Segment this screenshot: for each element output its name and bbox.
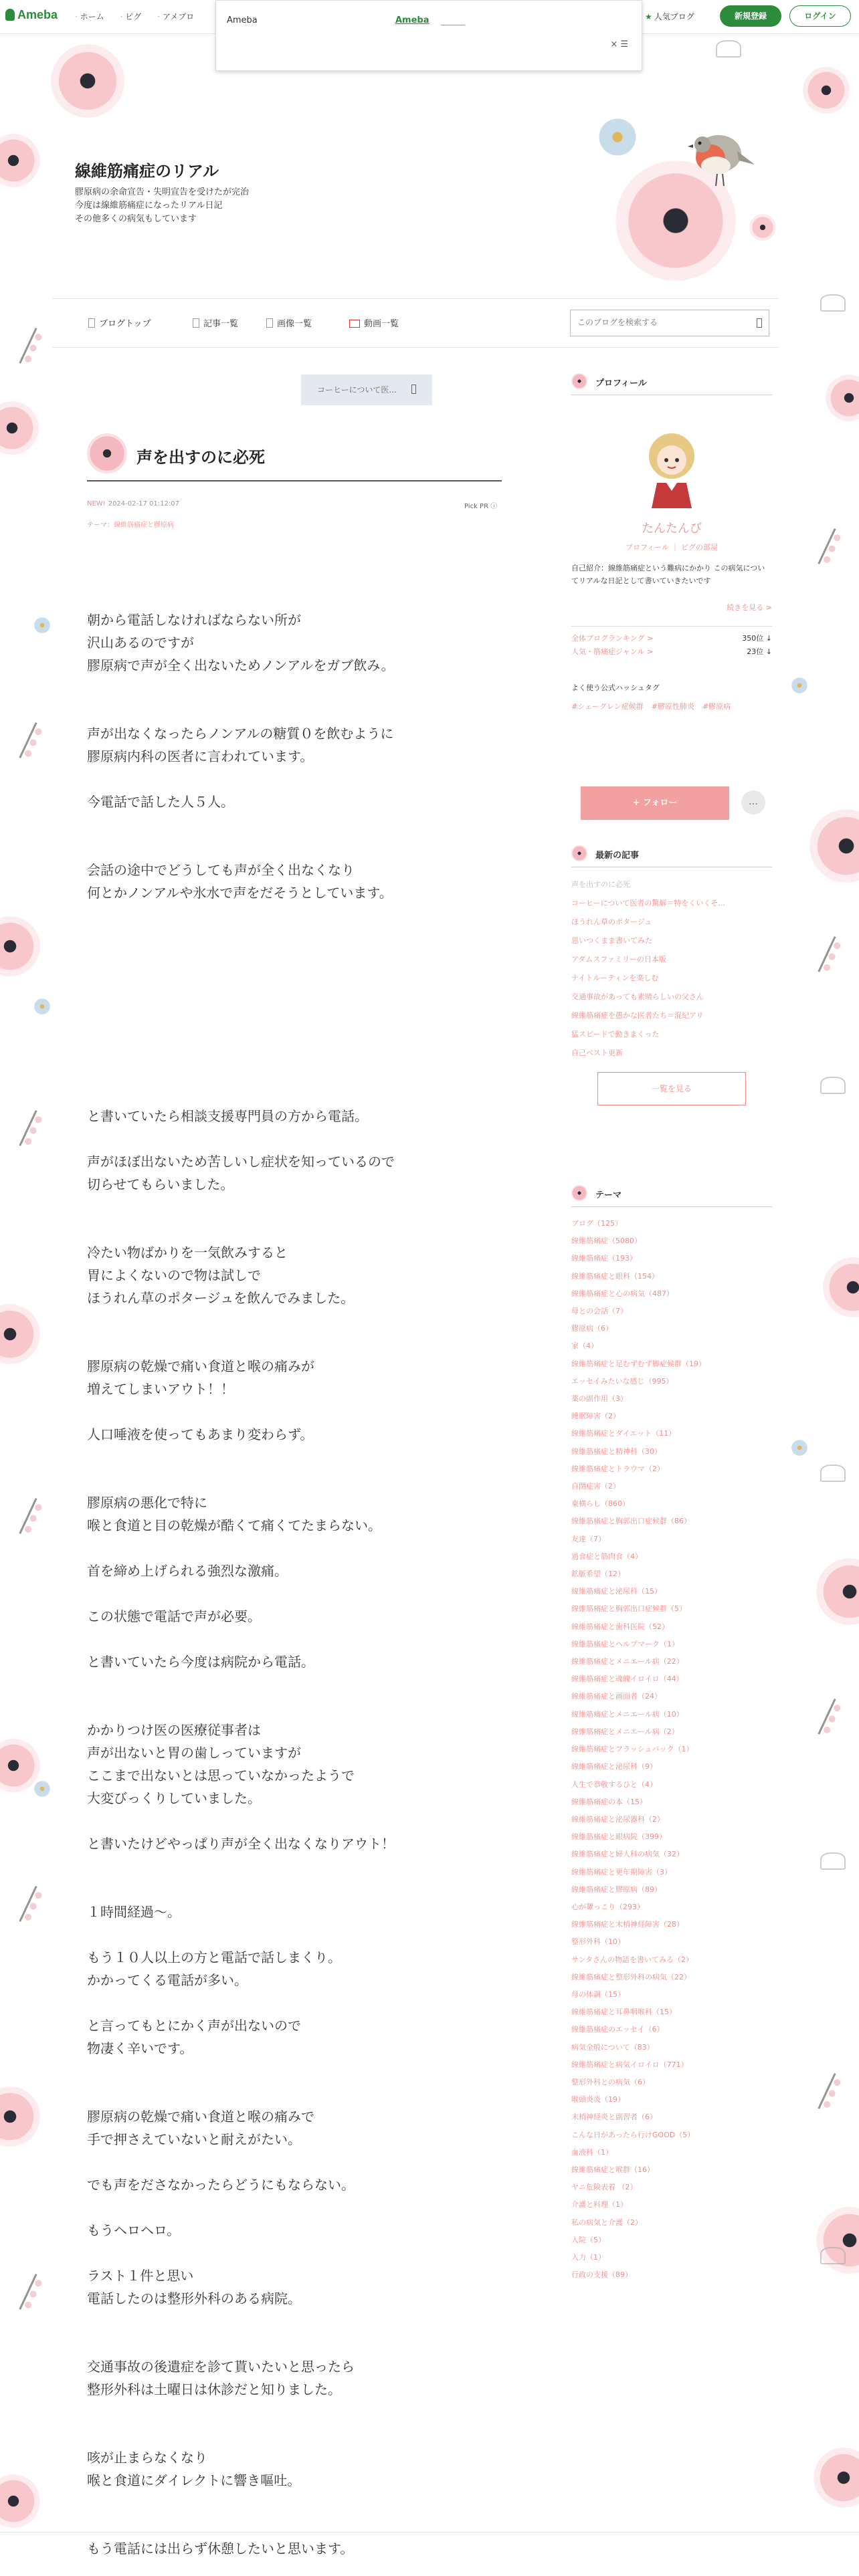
flower-icon: [0, 2474, 40, 2528]
theme-link[interactable]: 私の病気と介護（2）: [571, 2218, 642, 2227]
theme-link[interactable]: 線維筋痛症と画面者（24）: [571, 1692, 662, 1701]
hashtag-list: [571, 701, 731, 712]
theme-link[interactable]: 線維筋痛症とトラウマ（2）: [571, 1464, 664, 1473]
flower-icon: [571, 1185, 587, 1201]
theme-link[interactable]: サンタさんの物語を書いてみる（2）: [571, 1955, 694, 1964]
flower-icon: [32, 996, 52, 1016]
search-input[interactable]: [571, 310, 745, 334]
ranking-row[interactable]: [571, 632, 772, 645]
entry-paragraph: [87, 2196, 502, 2219]
profile-heading: [571, 373, 772, 395]
theme-link[interactable]: こんな日があったら行けGOOD（5）: [571, 2130, 695, 2139]
follow-button[interactable]: + フォロー: [581, 786, 729, 820]
sprig-icon: [19, 1498, 43, 1537]
entry-paragraph: 物凄く辛いです。: [87, 2040, 193, 2056]
entry-paragraph: [87, 2082, 502, 2105]
theme-link[interactable]: 友達（7）: [571, 1534, 605, 1543]
view-all-button[interactable]: 一覧を見る: [597, 1072, 746, 1105]
theme-link[interactable]: 線維筋痛症と魂魄イロイロ（44）: [571, 1675, 684, 1684]
flower-icon: [823, 1257, 859, 1317]
entry-paragraph: この状態で電話で声が必要。: [87, 1608, 261, 1624]
flower-icon: [0, 401, 39, 455]
flower-icon: [0, 916, 40, 976]
flower-icon: [594, 114, 641, 160]
theme-link[interactable]: 入力（1）: [571, 2252, 605, 2262]
more-options-icon[interactable]: …: [741, 790, 765, 815]
entry-paragraph: [87, 1878, 502, 1901]
bird-illustration: [677, 114, 757, 194]
theme-link[interactable]: 線維筋痛症と胸郭出口症候群（5）: [571, 1604, 686, 1614]
theme-link[interactable]: 線維筋痛症と病気イロイロ（771）: [571, 2060, 688, 2069]
flower-icon: [816, 1558, 859, 1625]
theme-link[interactable]: 線維筋痛症のエッセイ（6）: [571, 2025, 664, 2034]
entry-paragraph: [87, 1628, 502, 1650]
entry-paragraph: [87, 1469, 502, 1491]
entry-paragraph: 電話したのは整形外科のある病院。: [87, 2290, 301, 2306]
close-icon[interactable]: × ☰: [610, 39, 628, 49]
butterfly-icon: [820, 294, 846, 312]
entry-paragraph: [87, 2401, 502, 2424]
recent-entry-link[interactable]: 交通事故があっても素晴らしいの父さん: [571, 992, 704, 1001]
nav-image-list[interactable]: [266, 316, 312, 329]
divider: [87, 480, 502, 481]
sprig-icon: [818, 936, 842, 975]
logo-text: Ameba: [17, 8, 58, 21]
hashtag-link[interactable]: #膠原病: [702, 702, 731, 711]
theme-link[interactable]: 線維筋痛症とメニエール病（2）: [571, 1727, 679, 1736]
top-nav: [75, 11, 194, 22]
entry-paragraph: 膠原病で声が全く出ないためノンアルをガブ飲み。: [87, 657, 395, 673]
blog-description: [75, 186, 329, 226]
theme-link[interactable]: 膠原病（6）: [571, 1324, 613, 1333]
entry-paragraph: [87, 1218, 502, 1241]
butterfly-icon: [820, 2247, 846, 2264]
theme-link[interactable]: 母との会話（7）: [571, 1307, 628, 1316]
theme-link[interactable]: 線維筋痛症と末梢神経障害（28）: [571, 1920, 684, 1929]
entry-paragraph: [87, 700, 502, 722]
theme-link[interactable]: 線維筋痛症と喉群（16）: [571, 2165, 654, 2174]
flower-icon: [749, 214, 776, 241]
sprig-icon: [19, 1886, 43, 1925]
entry-paragraph: [87, 1992, 502, 2014]
nav-entry-list[interactable]: [193, 316, 238, 329]
blog-search: [570, 310, 769, 336]
entry-paragraph: [87, 2151, 502, 2173]
profile-links[interactable]: プロフィール ｜ ピグの部屋: [626, 543, 718, 552]
entry-body-part1: [87, 609, 502, 904]
entry-paragraph: 声が出なくなったらノンアルの糖質０を飲むように: [87, 726, 394, 742]
theme-link[interactable]: 末梢神経炎と副習者（6）: [571, 2113, 657, 2122]
heading-text: 最新の記事: [595, 851, 640, 861]
butterfly-icon: [820, 1465, 846, 1482]
global-nav: [52, 298, 779, 348]
entry-date: [87, 500, 179, 508]
profile-name[interactable]: たんたんび: [642, 522, 702, 536]
ameba-logo-icon: [5, 9, 15, 21]
sprig-icon: [818, 1699, 842, 1737]
theme-link[interactable]: 喉頭炎炎（19）: [571, 2095, 625, 2105]
recent-entry-link[interactable]: ナイトルーティンを楽しむ: [571, 974, 659, 982]
theme-link[interactable]: ヤニ危険表着 （2）: [571, 2183, 638, 2192]
ranking-value: 23位 ↓: [747, 647, 772, 656]
entry-paragraph: 交通事故の後遺症を診て貰いたいと思ったら: [87, 2359, 355, 2375]
entry-paragraph: もう電話には出らず休憩したいと思います。: [87, 2541, 354, 2557]
theme-link[interactable]: 整形外科（10）: [571, 1937, 625, 1947]
sprig-icon: [19, 328, 43, 366]
theme-link[interactable]: 行政の支援（89）: [571, 2270, 632, 2280]
heading-text: プロフィール: [595, 379, 647, 389]
entry-paragraph: [87, 2514, 502, 2537]
entry-paragraph: でも声をださなかったらどうにもならない。: [87, 2177, 355, 2193]
sprig-icon: [19, 722, 43, 761]
theme-link[interactable]: 薬の副作用（3）: [571, 1394, 628, 1404]
hashtag-link[interactable]: #シェーグレン症候群: [571, 702, 644, 711]
entry-paragraph: ここまで出ないとは思っていなかったようで: [87, 1767, 355, 1784]
ranking-label: 人気・筋痛症ジャンル >: [571, 647, 654, 656]
image-icon: [266, 318, 273, 328]
theme-link[interactable]: 線維筋痛症と胸郭出口症候群（86）: [571, 1517, 691, 1526]
theme-link[interactable]: 介護と料理（1）: [571, 2200, 628, 2210]
ad-label: コーヒーについて医...: [317, 385, 397, 395]
avatar[interactable]: [640, 429, 704, 510]
entry-paragraph: 膠原病の乾燥で痛い食道と喉の痛みで: [87, 2109, 314, 2125]
entry-paragraph: 朝から電話しなければならない所が: [87, 612, 301, 628]
theme-link[interactable]: 線維筋痛症の本（15）: [571, 1797, 647, 1806]
nav-label: 動画一覧: [364, 319, 399, 329]
entry-paragraph: [87, 768, 502, 790]
theme-link[interactable]: 病気全般について（83）: [571, 2042, 654, 2052]
entry-paragraph: [87, 677, 502, 700]
blog-description-line: 膠原病の余命宣告・失明宣告を受けたが完治: [75, 187, 250, 197]
entry-paragraph: [87, 1810, 502, 1832]
divider: [0, 2532, 859, 2533]
recent-entry-link[interactable]: 猛スピードで動きまくった: [571, 1030, 660, 1039]
hashtag-heading: よく使う公式ハッシュタグ: [571, 683, 660, 692]
sprig-icon: [818, 2073, 842, 2112]
external-icon: [411, 385, 416, 394]
theme-link[interactable]: 線維筋痛症（5080）: [571, 1237, 642, 1246]
entry-paragraph: 会話の途中でどうしても声が全く出なくなり: [87, 862, 355, 878]
nav-blog-top[interactable]: [88, 316, 151, 329]
theme-heading: [571, 1185, 772, 1207]
theme-link[interactable]: 線維筋痛症と膠原病: [114, 522, 174, 529]
theme-link[interactable]: 線維筋痛症と膠原病（89）: [571, 1885, 662, 1894]
entry-spacer: [87, 904, 502, 1105]
blog-title[interactable]: 線維筋痛症のリアル: [75, 162, 219, 181]
search-icon[interactable]: [757, 318, 762, 328]
profile-description: 自己紹介：線維筋痛症という難病にかかり この病気についてリアルな日記として書いていきたいです: [571, 564, 765, 585]
flower-icon: [0, 134, 40, 187]
theme-link[interactable]: 自閉症害（2）: [571, 1482, 620, 1491]
theme-link[interactable]: 線維筋痛症と整形外科の病気（22）: [571, 1972, 691, 1981]
entry-paragraph: [87, 813, 502, 836]
read-more-link[interactable]: 続きを見る >: [727, 603, 772, 612]
entry-paragraph: 手で押さえていないと耐えがたい。: [87, 2131, 301, 2147]
entry-theme: [87, 519, 174, 529]
theme-link[interactable]: 入院（5）: [571, 2235, 605, 2244]
recent-entry-link[interactable]: 声を出すのに必死: [571, 880, 630, 889]
recent-entry-link[interactable]: コーヒーについて医者の驚解＝特をくいくそ...: [571, 899, 725, 907]
nav-ameblo[interactable]: · アメブロ: [157, 11, 194, 22]
flower-icon: [789, 675, 809, 695]
entry-paragraph: [87, 1400, 502, 1423]
theme-link[interactable]: 線維筋痛症とメニエール病（10）: [571, 1709, 684, 1719]
theme-link[interactable]: 東横らし（860）: [571, 1499, 630, 1509]
sprig-icon: [818, 528, 842, 567]
popup-banner: [215, 0, 642, 71]
recent-entry-link[interactable]: アダムスファミリーの日本版: [571, 955, 667, 964]
entry-body: [87, 609, 502, 2560]
entry-paragraph: 今電話で話した人５人。: [87, 794, 234, 810]
entry-paragraph: [87, 2060, 502, 2082]
entry-paragraph: 喉と食道にダイレクトに響き嘔吐。: [87, 2472, 301, 2488]
date-text: 2024-02-17 01:12:07: [108, 500, 179, 508]
nav-video-list[interactable]: [349, 316, 399, 329]
entry-paragraph: 首を締め上げられる強烈な激痛。: [87, 1563, 288, 1579]
entry-paragraph: 切らせてもらいました。: [87, 1176, 234, 1192]
entry-paragraph: 膠原病の悪化で特に: [87, 1495, 207, 1511]
recent-entry-link[interactable]: 自己ベスト更新: [571, 1049, 623, 1057]
ameba-logo[interactable]: [5, 8, 58, 22]
flower-icon: [814, 2448, 859, 2508]
theme-list: [571, 1215, 772, 2284]
entry-paragraph: [87, 2424, 502, 2446]
list-icon: [193, 318, 199, 328]
entry-paragraph: [87, 1309, 502, 1332]
entry-paragraph: [87, 1128, 502, 1150]
entry-paragraph: 大変びっくりしていました。: [87, 1790, 261, 1806]
heading-text: テーマ: [595, 1190, 622, 1200]
hashtag-link[interactable]: #膠原性肺炎: [651, 702, 694, 711]
entry-paragraph: ラスト１件と思い: [87, 2268, 194, 2284]
pick-pr-link[interactable]: Pick PR ⓘ: [464, 503, 498, 510]
recent-entry-link[interactable]: ほうれん草のポタージュ: [571, 918, 652, 926]
entry-paragraph: 喉と食道と目の乾燥が酷くて痛くてたまらない。: [87, 1517, 381, 1533]
entry-paragraph: [87, 1332, 502, 1355]
blog-description-line: その他多くの病気もしています: [75, 214, 197, 224]
theme-link[interactable]: 線維筋痛症と耳鼻咽喉科（15）: [571, 2008, 676, 2017]
theme-link[interactable]: 線維筋痛症とフラッシュバック（1）: [571, 1745, 694, 1754]
entry-paragraph: と書いていたら相談支援専門員の方から電話。: [87, 1108, 368, 1124]
flower-icon: [803, 67, 850, 114]
entry-paragraph: 増えてしまいアウト！！: [87, 1381, 234, 1397]
home-icon: [88, 318, 95, 328]
entry-paragraph: と書いていたら今度は病院から電話。: [87, 1654, 314, 1670]
flower-icon: [0, 2086, 40, 2147]
ranking-box: [571, 626, 772, 659]
entry-paragraph: 冷たい物ばかりを一気飲みすると: [87, 1245, 288, 1261]
theme-link[interactable]: 線維筋痛症と足むずむず脚症候群（19）: [571, 1359, 706, 1368]
recent-entry-link[interactable]: 線維筋痛症を愚かな医者たち＝混紀アリ: [571, 1011, 704, 1020]
recent-list: [571, 875, 772, 1063]
blog-description-line: 今度は線維筋痛症になったリアル日記: [75, 201, 223, 211]
theme-link[interactable]: 人生で恭敬するひと（4）: [571, 1780, 657, 1789]
entry-paragraph: [87, 1673, 502, 1696]
entry-paragraph: [87, 1582, 502, 1605]
theme-link[interactable]: 心が顰っこり（293）: [571, 1902, 644, 1911]
theme-link[interactable]: 母の体調（15）: [571, 1990, 625, 1999]
popup-link[interactable]: Ameba: [395, 15, 430, 25]
entry-paragraph: 何とかノンアルや氷水で声をだそうとしています。: [87, 885, 393, 901]
entry-paragraph: [87, 2492, 502, 2514]
entry-paragraph: もう１０人以上の方と電話で話しまくり。: [87, 1949, 341, 1965]
entry-paragraph: [87, 2310, 502, 2333]
register-button[interactable]: 新規登録: [720, 5, 781, 27]
entry-paragraph: [87, 1923, 502, 1946]
recent-heading: [571, 845, 772, 867]
flower-icon: [32, 1779, 52, 1799]
login-button[interactable]: ログイン: [789, 5, 851, 27]
ranking-value: 350位 ↓: [742, 634, 772, 643]
theme-link[interactable]: 線維筋痛症と歯科医院（52）: [571, 1622, 669, 1631]
entry-paragraph: [87, 1537, 502, 1560]
entry-paragraph: 声が出ないと胃の歯しっていますが: [87, 1745, 301, 1761]
entry-paragraph: 声がほぼ出ないため苦しいし症状を知っているので: [87, 1154, 395, 1170]
popup-text: Ameba: [227, 15, 258, 25]
theme-link[interactable]: 線維筋痛症と眼病院（399）: [571, 1832, 666, 1842]
entry-body-part2: [87, 1105, 502, 2560]
ranking-label: 全体ブログランキング >: [571, 634, 654, 643]
flower-icon: [789, 1438, 809, 1458]
sidebar: [571, 373, 772, 2280]
entry-paragraph: [87, 1696, 502, 1719]
theme-link[interactable]: 線維筋痛症とヘルプマーク（1）: [571, 1639, 679, 1648]
theme-link[interactable]: 線維筋痛症と泌尿科（9）: [571, 1762, 657, 1772]
recent-entry-link[interactable]: 思いつくまま書いてみた: [571, 936, 652, 945]
entry-paragraph: 整形外科は土曜日は休診だと知りました。: [87, 2381, 341, 2397]
entry-flower-icon: [87, 433, 127, 473]
entry-paragraph: と言ってもとにかく声が出ないので: [87, 2018, 301, 2034]
video-icon: [349, 320, 360, 328]
flower-icon: [0, 1304, 40, 1364]
ranking-row[interactable]: [571, 645, 772, 659]
theme-link[interactable]: 整形外科との病気（6）: [571, 2077, 650, 2086]
butterfly-icon: [716, 40, 741, 58]
theme-link[interactable]: 線維筋痛症と精神科（30）: [571, 1446, 662, 1456]
sprig-icon: [19, 2274, 43, 2313]
theme-link[interactable]: 線維筋痛症とダイエット（11）: [571, 1429, 676, 1438]
theme-label: テーマ：: [87, 522, 114, 529]
entry-paragraph: 咳が止まらなくなり: [87, 2450, 207, 2466]
theme-link[interactable]: 線維筋痛症と泌尿器科（2）: [571, 1814, 664, 1824]
entry-paragraph: １時間経過〜。: [87, 1904, 181, 1920]
new-badge: NEW!: [87, 500, 106, 508]
flower-icon: [32, 615, 52, 635]
entry-paragraph: 膠原病の乾燥で痛い食道と喉の痛みが: [87, 1358, 314, 1374]
entry-paragraph: ほうれん草のポタージュを飲んでみました。: [87, 1290, 355, 1306]
ad-link-button[interactable]: [301, 374, 432, 405]
butterfly-icon: [820, 1077, 846, 1094]
nav-label: 画像一覧: [277, 319, 312, 329]
theme-link[interactable]: ブログ（125）: [571, 1219, 622, 1228]
popular-blog-link[interactable]: ★ 人気ブログ: [645, 11, 694, 22]
theme-link[interactable]: 線維筋痛症（193）: [571, 1254, 637, 1263]
theme-link[interactable]: 線維筋痛症と心の病気（487）: [571, 1289, 674, 1298]
flower-icon: [571, 373, 587, 389]
theme-link[interactable]: エッセイみたいな感じ（995）: [571, 1376, 674, 1386]
flower-icon: [571, 845, 587, 861]
theme-link[interactable]: 過食症と筋肉食（4）: [571, 1551, 642, 1561]
entry-paragraph: [87, 2242, 502, 2264]
entry-paragraph: [87, 1855, 502, 1878]
entry-paragraph: もうヘロヘロ。: [87, 2222, 181, 2238]
nav-pigg[interactable]: · ピグ: [120, 11, 142, 22]
flower-icon: [826, 374, 859, 421]
theme-link[interactable]: 血液科（1）: [571, 2147, 613, 2157]
entry-paragraph: [87, 1446, 502, 1469]
entry-title[interactable]: 声を出すのに必死: [136, 448, 265, 467]
entry-paragraph: 膠原病内科の医者に言われています。: [87, 748, 314, 764]
nav-label: 記事一覧: [203, 319, 239, 329]
entry-paragraph: 沢山あるのですが: [87, 635, 194, 651]
theme-link[interactable]: 線維筋痛症と更年期障害（3）: [571, 1867, 672, 1876]
entry-paragraph: かかりつけ医の医療従事者は: [87, 1722, 261, 1738]
entry-paragraph: 胃によくないので物は試しで: [87, 1267, 261, 1283]
entry-paragraph: [87, 2333, 502, 2355]
entry-paragraph: かかってくる電話が多い。: [87, 1972, 248, 1988]
butterfly-icon: [820, 1852, 846, 1870]
theme-link[interactable]: 睡眠障害（2）: [571, 1412, 620, 1421]
theme-link[interactable]: 線維筋痛症と泌尿科（15）: [571, 1587, 662, 1596]
entry-paragraph: 人口唾液を使ってもあまり変わらず。: [87, 1426, 314, 1442]
theme-link[interactable]: 線維筋痛症とメニエール病（22）: [571, 1657, 684, 1667]
entry-paragraph: [87, 836, 502, 859]
theme-link[interactable]: 鉱脈希望（12）: [571, 1570, 625, 1579]
entry-paragraph: と書いたけどやっぱり声が全く出なくなりアウト！: [87, 1836, 395, 1852]
flower-icon: [809, 809, 859, 883]
nav-home[interactable]: · ホーム: [75, 11, 104, 22]
nav-label: ブログトップ: [99, 319, 151, 329]
theme-link[interactable]: 家（4）: [571, 1341, 598, 1351]
theme-link[interactable]: 線維筋痛症と婦人科の病気（32）: [571, 1850, 684, 1859]
recent-entries: [571, 845, 772, 1105]
entry-paragraph: [87, 1196, 502, 1218]
theme-section: [571, 1185, 772, 2284]
theme-link[interactable]: 線維筋痛症と眼科（154）: [571, 1271, 659, 1281]
flower-icon: [51, 44, 124, 118]
sprig-icon: [19, 1110, 43, 1149]
